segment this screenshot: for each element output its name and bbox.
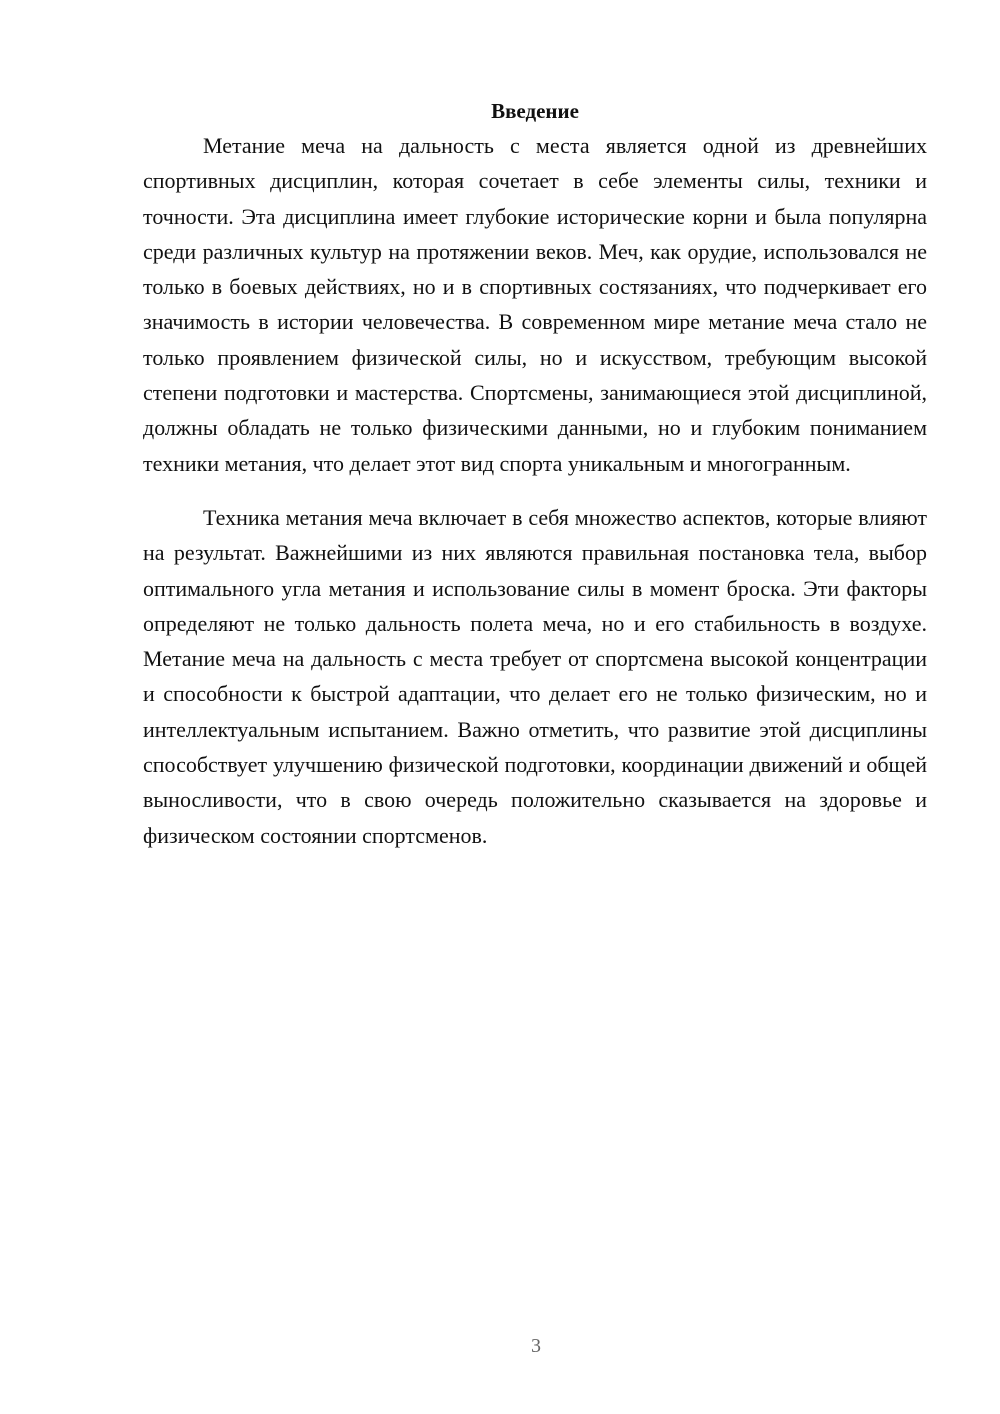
section-heading: Введение xyxy=(491,99,579,123)
paragraph-2: Техника метания меча включает в себя множество аспектов, которые влияют на результат. Важнейшими из них являются правильная постановка тела, выбор оптимального угла метания и использование силы в момент броска. Эти факторы определяют не только дальность полета меча, но и его стабильность в воздухе. Метание меча на дальность с места требует от спортсмена высокой концентрации и способности к быстрой адаптации, что делает его не только физическим, но и интеллектуальным испытанием. Важно отметить, что развитие этой дисциплины способствует улучшению физической подготовки, координации движений и общей выносливости, что в свою очередь положительно сказывается на здоровье и физическом состоянии спортсменов. xyxy=(143,504,927,848)
paragraph-1: Метание меча на дальность с места является одной из древнейших спортивных дисциплин, которая сочетает в себе элементы силы, техники и точности. Эта дисциплина имеет глубокие исторические корни и была популярна среди различных культур на протяжении веков. Меч, как орудие, использовался не только в боевых действиях, но и в спортивных состязаниях, что подчеркивает его значимость в истории человечества. В современном мире метание меча стало не только проявлением физической силы, но и искусством, требующим высокой степени подготовки и мастерства. Спортсмены, занимающиеся этой дисциплиной, должны обладать не только физическими данными, но и глубоким пониманием техники метания, что делает этот вид спорта уникальным и многогранным. xyxy=(143,133,927,476)
page-number: 3 xyxy=(531,1335,541,1357)
page-content xyxy=(143,96,927,853)
